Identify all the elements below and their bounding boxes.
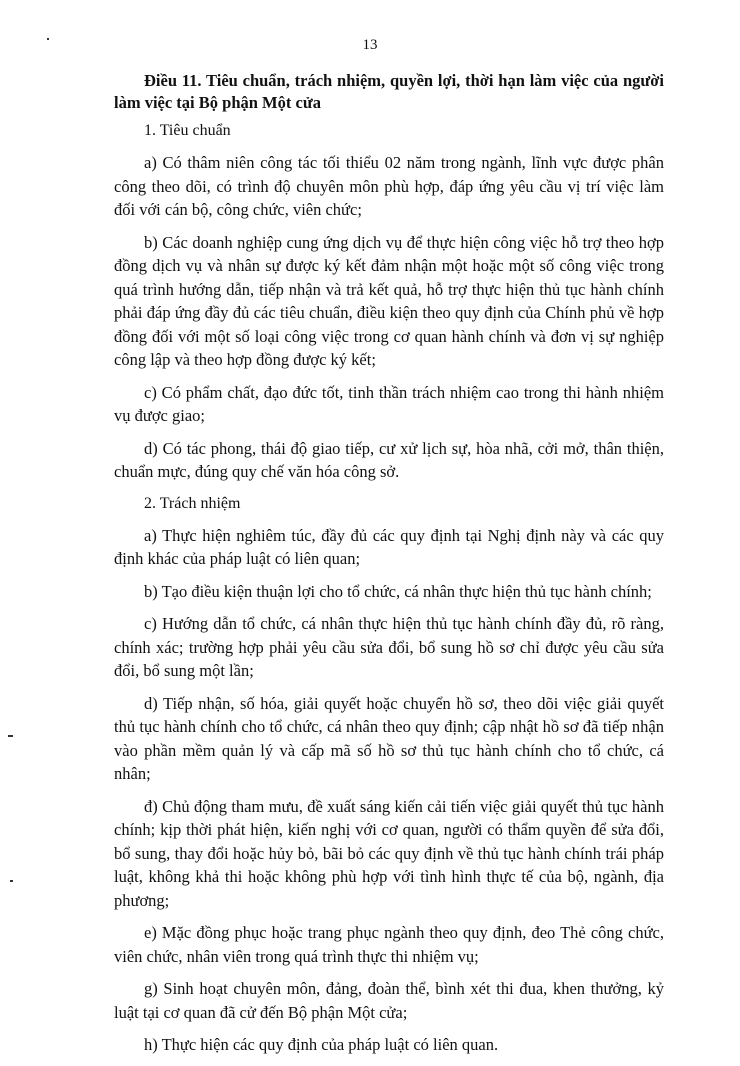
scan-mark xyxy=(47,38,49,40)
clause: e) Mặc đồng phục hoặc trang phục ngành theo quy định, đeo Thẻ công chức, viên chức, nhân viên trong quá trình thực thi nhiệm vụ; xyxy=(114,923,664,966)
clause: c) Hướng dẫn tổ chức, cá nhân thực hiện thủ tục hành chính đầy đủ, rõ ràng, chính xác; trường hợp phải yêu cầu sửa đổi, bổ sung hồ sơ chỉ được yêu cầu sửa đổi, bổ sung một lần; xyxy=(114,614,664,680)
section-title: 1. Tiêu chuẩn xyxy=(144,122,231,139)
section-standards xyxy=(114,120,664,484)
clause: d) Có tác phong, thái độ giao tiếp, cư xử lịch sự, hòa nhã, cởi mở, thân thiện, chuẩn mực, đúng quy chế văn hóa công sở. xyxy=(114,438,664,481)
scan-mark xyxy=(10,880,13,882)
scan-mark xyxy=(8,735,13,737)
section-responsibilities xyxy=(114,493,664,1057)
clause: b) Các doanh nghiệp cung ứng dịch vụ để thực hiện công việc hỗ trợ theo hợp đồng dịch vụ và nhân sự được ký kết đảm nhận một hoặc một số công việc trong quá trình hướng dẫn, tiếp nhận và trả kết quả, hỗ trợ thực hiện thủ tục hành chính phải đáp ứng đầy đủ các tiêu chuẩn, điều kiện theo quy định của Chính phủ về hợp đồng đối với một số loại công việc trong cơ quan hành chính và đơn vị sự nghiệp công lập và theo hợp đồng được ký kết; xyxy=(114,232,664,369)
document-body xyxy=(114,70,664,1066)
clause: đ) Chủ động tham mưu, đề xuất sáng kiến cải tiến việc giải quyết thủ tục hành chính; kịp thời phát hiện, kiến nghị với cơ quan, người có thẩm quyền để sửa đổi, bổ sung, thay đổi hoặc hủy bỏ, bãi bỏ các quy định về thủ tục hành chính trái pháp luật, không khả thi hoặc không phù hợp với tình hình thực tế của bộ, ngành, địa phương; xyxy=(114,796,664,910)
clause: a) Thực hiện nghiêm túc, đầy đủ các quy định tại Nghị định này và các quy định khác của pháp luật có liên quan; xyxy=(114,525,664,568)
section-title: 2. Trách nhiệm xyxy=(144,494,241,512)
clause: c) Có phẩm chất, đạo đức tốt, tinh thần trách nhiệm cao trong thi hành nhiệm vụ được giao; xyxy=(114,382,664,425)
clause: g) Sinh hoạt chuyên môn, đảng, đoàn thể, bình xét thi đua, khen thưởng, kỷ luật tại cơ quan đã cử đến Bộ phận Một cửa; xyxy=(114,979,664,1022)
clause: h) Thực hiện các quy định của pháp luật có liên quan. xyxy=(144,1035,499,1054)
page-number: 13 xyxy=(362,37,378,53)
clause: a) Có thâm niên công tác tối thiểu 02 năm trong ngành, lĩnh vực được phân công theo dõi, có trình độ chuyên môn phù hợp, đáp ứng yêu cầu vị trí việc làm đối với cán bộ, công chức, viên chức; xyxy=(114,153,664,219)
clause: b) Tạo điều kiện thuận lợi cho tổ chức, cá nhân thực hiện thủ tục hành chính; xyxy=(144,581,652,601)
clause: d) Tiếp nhận, số hóa, giải quyết hoặc chuyển hồ sơ, theo dõi việc giải quyết thủ tục hành chính cho tổ chức, cá nhân theo quy định; cập nhật hồ sơ đã tiếp nhận vào phần mềm quản lý và cấp mã số hồ sơ thủ tục hành chính cho tổ chức, cá nhân; xyxy=(114,693,664,783)
article-heading: Điều 11. Tiêu chuẩn, trách nhiệm, quyền lợi, thời hạn làm việc của người làm việc tại Bộ phận Một cửa xyxy=(114,71,664,112)
